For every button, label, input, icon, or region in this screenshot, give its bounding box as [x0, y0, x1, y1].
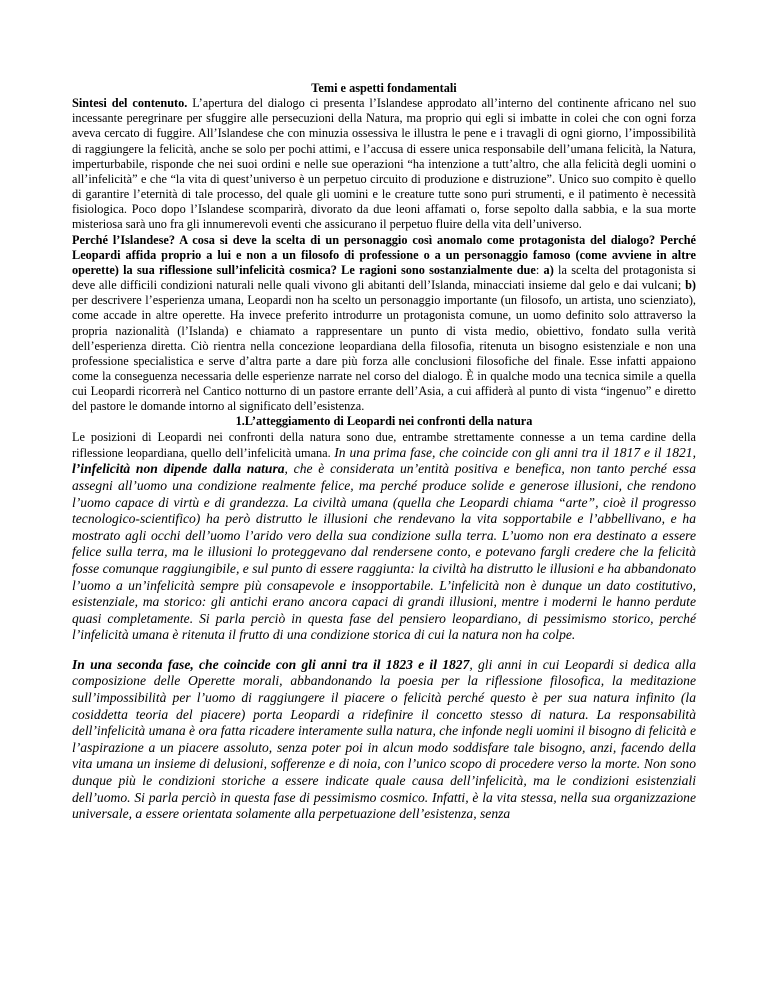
second-phase-emphasis: In una seconda fase, che coincide con gli anni tra il 1823 e il 1827 — [72, 656, 470, 672]
section-heading: 1.L’atteggiamento di Leopardi nei confronti della natura — [235, 414, 533, 429]
islandese-question: Perché l’Islandese? A cosa si deve la scelta di un personaggio così anomalo come protagonista del dialogo? Perché Leopardi affida proprio a lui e non a un filosofo di professione o a un personaggio famoso (come avviene in altre operette) la sua riflessione sull’infelicità cosmica? Le ragioni sono sostanzialmente due — [72, 232, 696, 277]
summary-text: L’apertura del dialogo ci presenta l’Islandese approdato all’interno del continente africano nel suo incessante peregrinare per sfuggire alle persecuzioni della Natura, ma proprio qui egli si imbatte in colei che con ogni forza aveva cercato di fuggire. All’Islandese che con minuzia ossessiva le illustra le pene e i travagli di ogni giorno, l’impossibilità di raggiungere la felicità, anche se solo per pochi attimi, e l’accusa di essere unica responsabile dell’umana felicità, la Natura, imperturbabile, risponde che nei suoi ordini e nelle sue operazioni “ha intenzione a tutt’altro, che alla felicità degli uomini o all’infelicità” e che “la vita di quest’universo è un perpetuo circuito di produzione e distruzione”. Unico suo compito è quello di garantire l’eternità di tale processo, del quale gli uomini e le creature tutte sono puri strumenti, e il patimento è necessità fisiologica. Poco dopo l’Islandese scomparirà, divorato da due leoni affamati o, forse sepolto dalla sabbia, e la sua morte misteriosa sarà uno fra gli innumerevoli eventi che assicurano il perpetuo fluire della vita dell’universo. — [72, 96, 696, 232]
first-phase-italic-2: , che è considerata un’entità positiva e benefica, non tanto perché essa assegni all’uomo una condizione realmente felice, ma perché produce solide e generose illusioni, che rendono l’uomo capace di virtù e di grandezza. La civiltà umana (quella che Leopardi chiama “arte”, cioè il progresso tecnologico-scientifico) ha però distrutto le illusioni che rendevano la vita sopportabile e l’abbellivano, e ha mostrato agli occhi dell’uomo l’arido vero della sua condizione sulla terra. L’uomo non era destinato a essere felice sulla terra, ma le illusioni lo proteggevano dal rendersene conto, e potevano fargli credere che la felicità fosse comunque raggiungibile, e sul punto di essere raggiunta: la civiltà ha distrutto le illusioni e ha abbandonato l’uomo a un’infelicità sempre più consapevole e insopportabile. L’infelicità non è dunque un dato costitutivo, esistenziale, ma storico: gli antichi erano ancora capaci di grandi illusioni, mentre i moderni le hanno perdute quasi completamente. Si parla perciò in questa fase del pensiero leopardiano, di pessimismo storico, perché l’infelicità umana è ritenuta il frutto di una condizione storica di cui la natura non ha colpe. — [72, 461, 696, 643]
document-page — [72, 81, 696, 823]
colon: : — [535, 262, 544, 277]
point-a-text: la scelta del protagonista si deve alle difficili condizioni naturali nelle quali vivono gli abitanti dell’Islanda, minacciati insieme dal gelo e dai vulcani; — [72, 262, 696, 293]
paragraph-islandese — [72, 233, 696, 415]
first-phase-emphasis: l’infelicità non dipende dalla natura — [72, 461, 285, 477]
first-phase-intro: Le posizioni di Leopardi nei confronti della natura sono due, entrambe strettamente connesse a un tema cardine della riflessione leopardiana, quello dell’infelicità umana. — [72, 429, 696, 460]
paragraph-first-phase — [72, 430, 696, 644]
point-b-label: b) — [685, 278, 696, 293]
second-phase-text: , gli anni in cui Leopardi si dedica alla composizione delle Operette morali, abbandonando la poesia per la riflessione filosofica, la meditazione sull’impossibilità per l’uomo di raggiungere il piacere o felicità perché questo è per sua natura infinito (la cosiddetta teoria del piacere) porta Leopardi a ridefinire il concetto stesso di natura. La responsabilità dell’infelicità umana è ora fatta ricadere interamente sulla natura, che infonde negli uomini il bisogno di felicità e l’aspirazione a un piacere assoluto, senza poter poi in alcun modo soddisfare tale bisogno, anzi, facendo della vita umana un insieme di delusioni, sofferenze e di noia, con l’unico scopo di procedere verso la morte. Non sono dunque più le condizioni storiche a essere indicate quale causa dell’infelicità, ma le condizioni esistenziali dell’uomo. Si parla perciò in questa fase di pessimismo cosmico. Infatti, è la vita stessa, nella sua organizzazione universale, a essere orientata solamente alla perpetuazione dell’esistenza, senza — [72, 656, 697, 822]
paragraph-summary — [72, 96, 696, 232]
document-title: Temi e aspetti fondamentali — [311, 81, 457, 95]
point-b-text: per descrivere l’esperienza umana, Leopardi non ha scelto un personaggio importante (un filosofo, un artista, uno scienziato), come accade in altre operette. Ha invece preferito introdurre un protagonista comune, un uomo definito solo attraverso la propria nazionalità (l’Islanda) e chiamato a rappresentare un punto di vista medio, obiettivo, fondato sulla verità dell’esperienza diretta. Ciò rientra nella concezione leopardiana della filosofia, ritenuta un bisogno esistenziale e non una professione specialistica e serve d’altra parte a dare più forza alle conclusioni filosofiche del finale. Esse infatti appaiono come la conseguenza necessaria delle esperienze narrate nel corso del dialogo. È in qualche modo una tecnica simile a quella cui Leopardi ricorrerà nel Cantico notturno di un pastore errante dell’Asia, a cui affiderà al punto di vista “ingenuo” e diretto del pastore le domande intorno al significato dell’esistenza. — [72, 293, 696, 414]
summary-lead: Sintesi del contenuto. — [72, 96, 188, 111]
first-phase-italic-1: In una prima fase, che coincide con gli anni tra il 1817 e il 1821, — [334, 444, 696, 460]
point-a-label: a) — [543, 262, 554, 277]
paragraph-second-phase — [72, 657, 696, 823]
